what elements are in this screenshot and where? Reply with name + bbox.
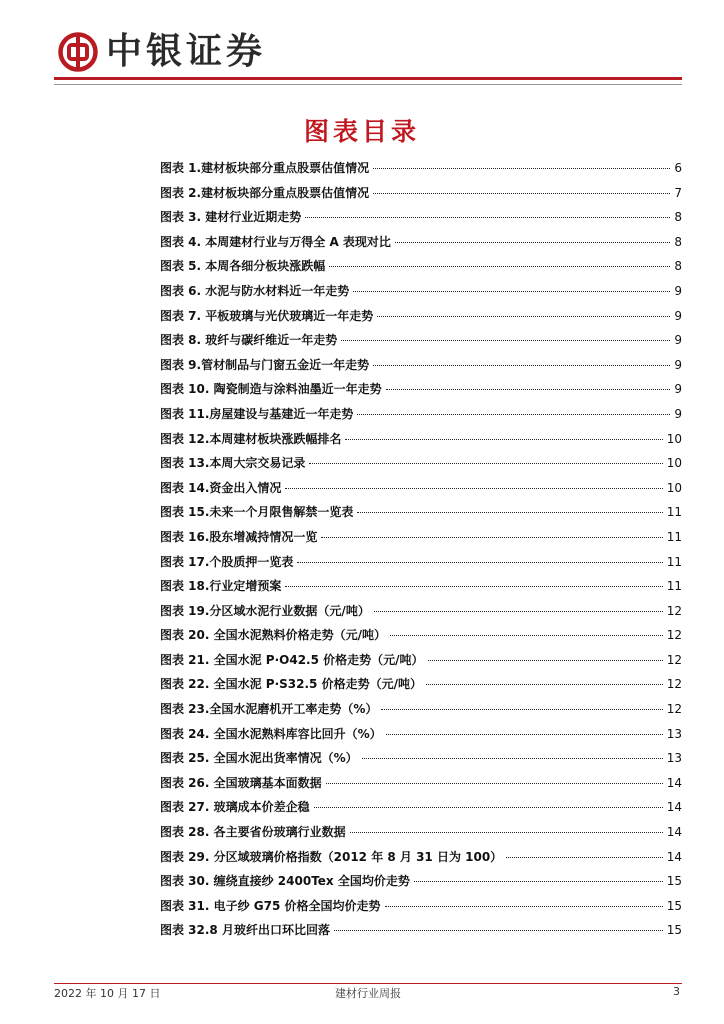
toc-dot-leader <box>373 167 670 169</box>
toc-entry-page: 6 <box>674 161 682 175</box>
toc-entry-label: 图表 17.个股质押一览表 <box>160 554 294 569</box>
toc-entry[interactable] <box>160 648 682 673</box>
toc-entry-label: 图表 10. 陶瓷制造与涂料油墨近一年走势 <box>160 382 382 397</box>
toc-entry-label: 图表 11.房屋建设与基建近一年走势 <box>160 406 354 421</box>
toc-dot-leader <box>297 561 662 563</box>
toc-dot-leader <box>377 315 670 317</box>
toc-dot-leader <box>428 659 663 661</box>
toc-entry[interactable] <box>160 550 682 575</box>
toc-entry[interactable] <box>160 599 682 624</box>
toc-entry[interactable] <box>160 795 682 820</box>
brand-name: 中银证券 <box>106 30 267 72</box>
toc-entry[interactable] <box>160 427 682 452</box>
toc-entry[interactable] <box>160 722 682 747</box>
toc-entry-label: 图表 8. 玻纤与碳纤维近一年走势 <box>160 333 338 348</box>
toc-dot-leader <box>373 364 670 366</box>
toc-entry-label: 图表 3. 建材行业近期走势 <box>160 210 302 225</box>
toc-entry[interactable] <box>160 230 682 255</box>
footer-report-type: 建材行业周报 <box>335 987 401 1000</box>
toc-entry-label: 图表 9.管材制品与门窗五金近一年走势 <box>160 357 370 372</box>
header-grey-rule <box>54 84 682 85</box>
toc-entry[interactable] <box>160 205 682 230</box>
toc-entry-page: 10 <box>666 456 682 471</box>
toc-dot-leader <box>326 782 663 784</box>
toc-entry-label: 图表 14.资金出入情况 <box>160 480 282 495</box>
toc-entry-page: 10 <box>666 480 682 495</box>
toc-dot-leader <box>386 733 663 735</box>
toc-entry-page: 10 <box>666 431 682 446</box>
toc-entry[interactable] <box>160 869 682 894</box>
toc-entry[interactable] <box>160 451 682 476</box>
toc-entry-page: 14 <box>666 825 682 840</box>
toc-dot-leader <box>314 806 663 808</box>
toc-entry-label: 图表 19.分区域水泥行业数据（元/吨） <box>160 603 370 618</box>
toc-entry-page: 12 <box>666 628 682 643</box>
toc-entry-label: 图表 5. 本周各细分板块涨跌幅 <box>160 259 326 274</box>
toc-entry-page: 12 <box>666 677 682 692</box>
toc-entry-page: 12 <box>666 702 682 717</box>
toc-entry-label: 图表 26. 全国玻璃基本面数据 <box>160 775 322 790</box>
toc-entry[interactable] <box>160 304 682 329</box>
toc-entry-page: 12 <box>666 652 682 667</box>
toc-dot-leader <box>395 241 670 243</box>
toc-dot-leader <box>353 290 670 292</box>
toc-entry-label: 图表 32.8 月玻纤出口环比回落 <box>160 923 330 938</box>
toc-dot-leader <box>426 683 663 685</box>
toc-entry[interactable] <box>160 672 682 697</box>
toc-entry-label: 图表 2.建材板块部分重点股票估值情况 <box>160 185 370 200</box>
toc-entry-label: 图表 16.股东增减持情况一览 <box>160 529 318 544</box>
toc-dot-leader <box>345 438 662 440</box>
toc-entry-label: 图表 21. 全国水泥 P·O42.5 价格走势（元/吨） <box>160 652 424 667</box>
toc-entry-page: 8 <box>674 210 682 225</box>
toc-entry-label: 图表 18.行业定增预案 <box>160 579 282 594</box>
page-footer <box>54 985 682 1001</box>
toc-entry[interactable] <box>160 353 682 378</box>
toc-entry[interactable] <box>160 746 682 771</box>
toc-entry-page: 8 <box>674 234 682 249</box>
toc-entry-label: 图表 24. 全国水泥熟料库容比回升（%） <box>160 726 382 741</box>
toc-dot-leader <box>350 831 663 833</box>
footer-page-number: 3 <box>673 985 680 998</box>
header-red-rule <box>54 77 682 80</box>
toc-entry[interactable] <box>160 820 682 845</box>
toc-dot-leader <box>374 610 663 612</box>
bank-of-china-logo-icon <box>58 32 98 72</box>
page-header <box>0 0 724 90</box>
toc-entry[interactable] <box>160 476 682 501</box>
toc-dot-leader <box>390 634 663 636</box>
toc-entry-page: 11 <box>666 554 682 569</box>
toc-entry-page: 12 <box>666 603 682 618</box>
toc-entry-label: 图表 30. 缠绕直接纱 2400Tex 全国均价走势 <box>160 874 410 889</box>
toc-entry-label: 图表 20. 全国水泥熟料价格走势（元/吨） <box>160 628 386 643</box>
toc-entry-label: 图表 13.本周大宗交易记录 <box>160 456 306 471</box>
toc-entry-page: 11 <box>666 505 682 520</box>
toc-dot-leader <box>414 880 663 882</box>
toc-entry[interactable] <box>160 254 682 279</box>
toc-dot-leader <box>386 388 671 390</box>
toc-dot-leader <box>362 757 663 759</box>
toc-dot-leader <box>506 856 663 858</box>
toc-entry[interactable] <box>160 402 682 427</box>
toc-entry[interactable] <box>160 894 682 919</box>
toc-entry-page: 13 <box>666 751 682 766</box>
page-title: 图表目录 <box>303 117 420 146</box>
toc-entry[interactable] <box>160 623 682 648</box>
toc-entry-page: 15 <box>666 874 682 889</box>
toc-dot-leader <box>357 413 670 415</box>
footer-rule <box>54 983 682 984</box>
toc-entry-page: 9 <box>674 382 682 397</box>
footer-date: 2022 年 10 月 17 日 <box>54 987 161 1000</box>
toc-entry-label: 图表 12.本周建材板块涨跌幅排名 <box>160 431 342 446</box>
toc-dot-leader <box>341 339 670 341</box>
toc-entry-page: 14 <box>666 800 682 815</box>
toc-dot-leader <box>321 536 662 538</box>
toc-entry-label: 图表 6. 水泥与防水材料近一年走势 <box>160 283 350 298</box>
toc-entry-page: 15 <box>666 923 682 938</box>
toc-entry-label: 图表 29. 分区域玻璃价格指数（2012 年 8 月 31 日为 100） <box>160 849 503 864</box>
toc-entry[interactable] <box>160 574 682 599</box>
toc-entry-page: 14 <box>666 775 682 790</box>
toc-entry-page: 13 <box>666 726 682 741</box>
toc-entry[interactable] <box>160 918 682 943</box>
toc-entry-page: 9 <box>674 406 682 421</box>
table-of-figures <box>160 156 682 943</box>
toc-entry-page: 9 <box>674 333 682 348</box>
toc-dot-leader <box>381 708 662 710</box>
toc-entry-label: 图表 25. 全国水泥出货率情况（%） <box>160 751 358 766</box>
toc-entry-page: 9 <box>674 357 682 372</box>
toc-entry[interactable] <box>160 328 682 353</box>
toc-entry-page: 11 <box>666 579 682 594</box>
toc-dot-leader <box>285 487 662 489</box>
toc-entry-page: 9 <box>674 308 682 323</box>
toc-entry-label: 图表 31. 电子纱 G75 价格全国均价走势 <box>160 898 381 913</box>
toc-entry-page: 15 <box>666 898 682 913</box>
toc-entry-label: 图表 4. 本周建材行业与万得全 A 表现对比 <box>160 234 391 249</box>
toc-entry-label: 图表 15.未来一个月限售解禁一览表 <box>160 505 354 520</box>
toc-entry[interactable] <box>160 181 682 206</box>
toc-entry[interactable] <box>160 525 682 550</box>
toc-entry-label: 图表 1.建材板块部分重点股票估值情况 <box>160 161 370 175</box>
toc-dot-leader <box>285 585 662 587</box>
toc-entry-page: 7 <box>674 185 682 200</box>
toc-entry-page: 11 <box>666 529 682 544</box>
toc-entry-page: 8 <box>674 259 682 274</box>
toc-entry-page: 9 <box>674 283 682 298</box>
toc-entry[interactable] <box>160 771 682 796</box>
toc-entry-page: 14 <box>666 849 682 864</box>
toc-dot-leader <box>329 265 670 267</box>
toc-dot-leader <box>357 511 662 513</box>
toc-dot-leader <box>305 216 670 218</box>
toc-entry[interactable] <box>160 697 682 722</box>
toc-dot-leader <box>309 462 662 464</box>
toc-entry-label: 图表 22. 全国水泥 P·S32.5 价格走势（元/吨） <box>160 677 422 692</box>
toc-entry[interactable] <box>160 156 682 181</box>
toc-entry-label: 图表 27. 玻璃成本价差企稳 <box>160 800 310 815</box>
toc-dot-leader <box>373 192 670 194</box>
toc-entry[interactable] <box>160 845 682 870</box>
toc-entry[interactable] <box>160 377 682 402</box>
toc-entry[interactable] <box>160 279 682 304</box>
toc-dot-leader <box>385 905 663 907</box>
toc-entry-label: 图表 7. 平板玻璃与光伏玻璃近一年走势 <box>160 308 374 323</box>
toc-entry[interactable] <box>160 500 682 525</box>
toc-entry-label: 图表 28. 各主要省份玻璃行业数据 <box>160 825 346 840</box>
toc-entry-label: 图表 23.全国水泥磨机开工率走势（%） <box>160 702 378 717</box>
toc-dot-leader <box>334 929 663 931</box>
